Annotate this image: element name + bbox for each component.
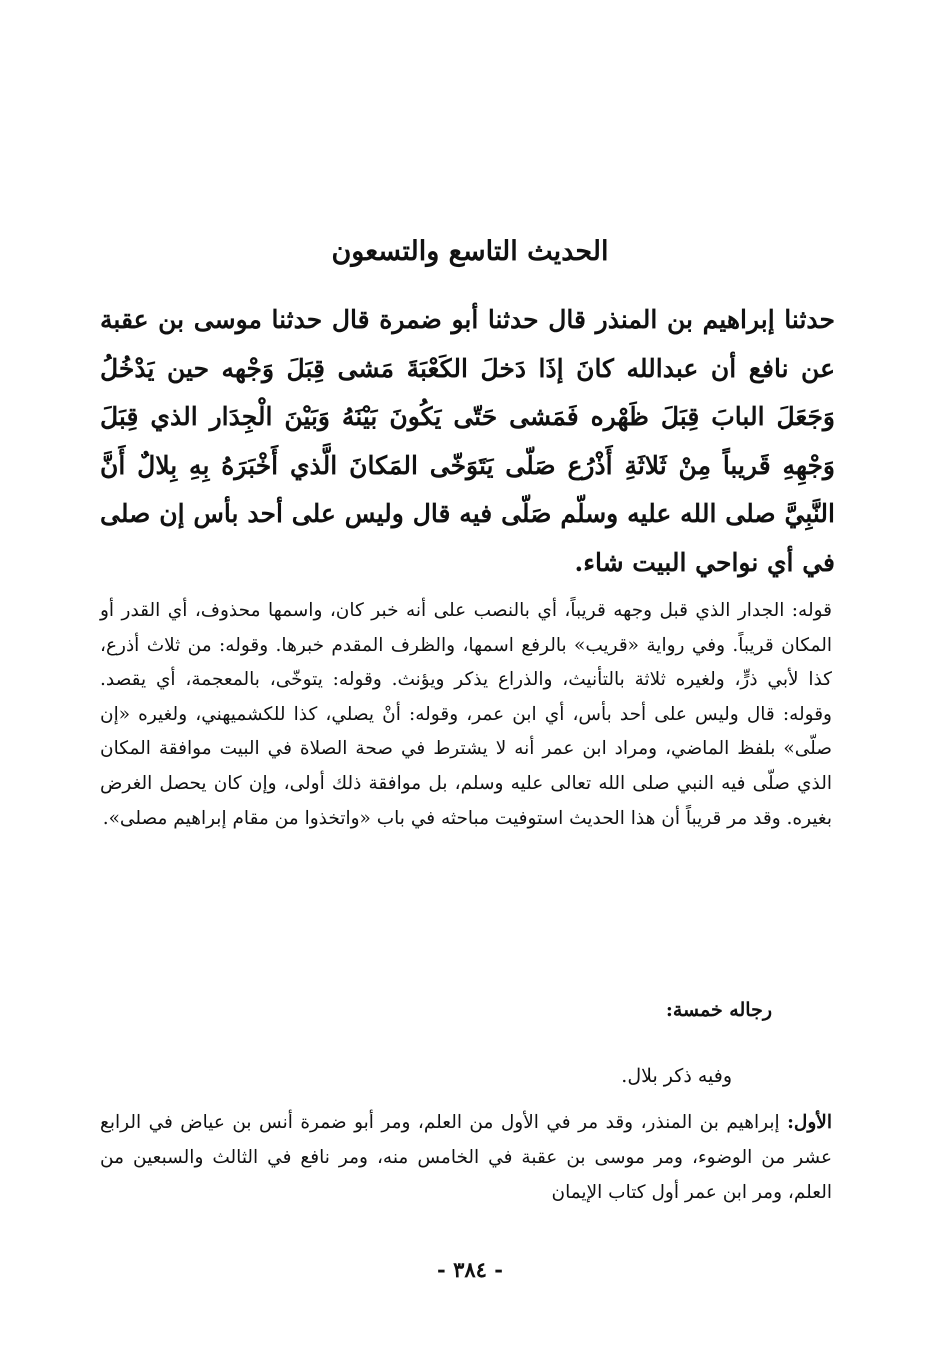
page-number: - ٣٨٤ - — [437, 1257, 503, 1282]
first-narrator-paragraph — [100, 1105, 832, 1210]
first-narrator-text: إبراهيم بن المنذر، وقد مر في الأول من العلم، ومر أبو ضمرة أنس بن عياض في الرابع عشر من الوضوء، ومر موسى بن عقبة في الخامس منه، ومر نافع في الثالث والسبعين من العلم، ومر ابن عمر أول كتاب الإيمان — [100, 1112, 832, 1203]
hadith-title: الحديث التاسع والتسعون — [331, 236, 609, 267]
mention-note: وفيه ذكر بلال. — [621, 1065, 732, 1087]
commentary-paragraph: قوله: الجدار الذي قبل وجهه قريباً، أي بالنصب على أنه خبر كان، واسمها محذوف، أي القدر أو المكان قريباً. وفي رواية «قريب» بالرفع اسمها، والظرف المقدم خبرها. وقوله: من ثلاث أذرع، كذا لأبي ذرٍّ، ولغيره ثلاثة بالتأنيث، والذراع يذكر ويؤنث. وقوله: يتوخّى، بالمعجمة، أي يقصد. وقوله: قال وليس على أحد بأس، أي ابن عمر، وقوله: أنْ يصلي، كذا للكشميهني، ولغيره «إن صلّى» بلفظ الماضي، ومراد ابن عمر أنه لا يشترط في صحة الصلاة في البيت موافقة المكان الذي صلّى فيه النبي صلى الله تعالى عليه وسلم، بل موافقة ذلك أولى، وإن كان يحصل الغرض بغيره. وقد مر قريباً أن هذا الحديث استوفيت مباحثه في باب «واتخذوا من مقام إبراهيم مصلى». — [100, 600, 832, 829]
hadith-text: حدثنا إبراهيم بن المنذر قال حدثنا أبو ضمرة قال حدثنا موسى بن عقبة عن نافع أن عبدالله كانَ إذَا دَخلَ الكَعْبَةَ مَشى قِبَلَ وَجْهه حين يَدْخُلُ وَجَعَلَ البابَ قِبَلَ ظَهْره فَمَشى حَتّى يَكُونَ بَيْنَهُ وَبَيْنَ الْجِدَار الذي قِبَلَ وَجْهِهِ قَريباً مِنْ ثَلاثَةِ أَذْرُع صَلّى يَتَوَخّى المَكانَ الَّذي أَخْبَرَهُ بِهِ بِلالٌ أَنَّ النَّبِيَّ صلى الله عليه وسلّم صَلّى فيه قال وليس على أحد بأس إن صلى في أي نواحي البيت شاء. — [100, 305, 835, 577]
narrators-heading: رجاله خمسة: — [665, 999, 772, 1021]
first-narrator-label: الأول: — [787, 1112, 832, 1133]
